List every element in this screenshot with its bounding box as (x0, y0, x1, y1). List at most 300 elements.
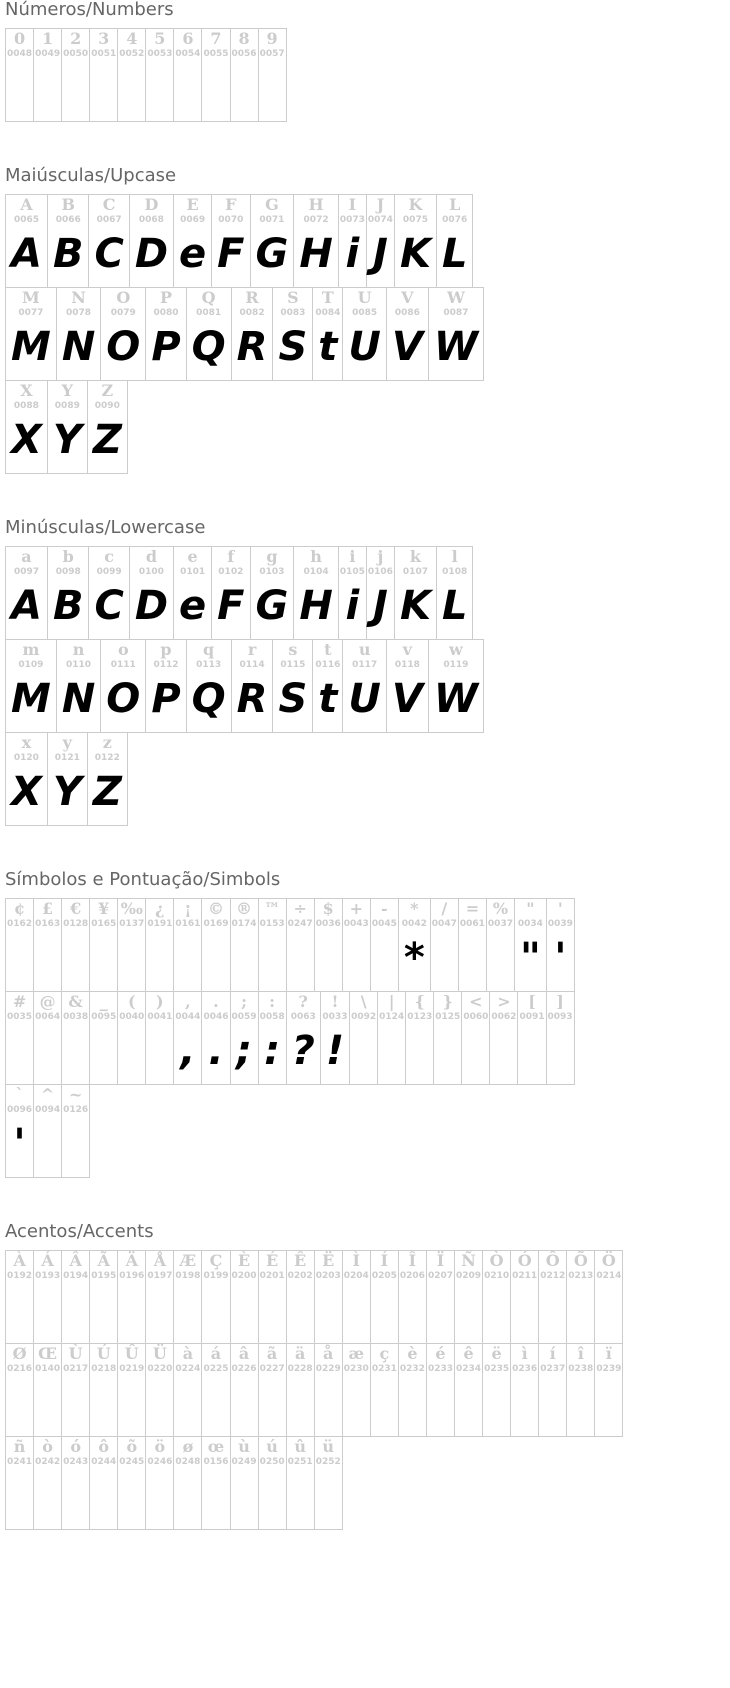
character-label: G (265, 195, 279, 214)
glyph-preview: i (345, 583, 360, 629)
glyph-row (5, 1343, 623, 1437)
glyph-cell (434, 992, 462, 1085)
character-label: R (245, 288, 259, 307)
character-code: 0206 (399, 1271, 425, 1281)
character-code: 0082 (239, 308, 265, 318)
section (5, 1222, 725, 1530)
character-label: y (62, 733, 72, 752)
character-label: a (21, 547, 32, 566)
character-code: 0058 (259, 1012, 285, 1022)
glyph-preview: J (372, 583, 388, 629)
glyph-cell (6, 899, 34, 992)
glyph-cell (458, 899, 486, 992)
character-label: Ñ (461, 1251, 476, 1270)
character-code: 0121 (54, 753, 80, 763)
glyph-preview: R (236, 324, 268, 370)
glyph-cell (90, 1437, 118, 1530)
glyph-cell (186, 288, 231, 381)
character-code: 0046 (203, 1012, 229, 1022)
character-label: ~ (68, 1085, 83, 1104)
character-label: $ (322, 899, 334, 918)
character-label: ™ (264, 899, 281, 918)
character-label: S (287, 288, 299, 307)
character-code: 0057 (259, 49, 285, 59)
glyph-cell (286, 1437, 314, 1530)
glyph-preview: t (318, 676, 338, 722)
character-label: H (308, 195, 324, 214)
character-code: 0203 (315, 1271, 341, 1281)
character-code: 0091 (519, 1012, 545, 1022)
glyph-preview: Z (92, 769, 122, 815)
section-title: Símbolos e Pontuação/Simbols (5, 869, 281, 890)
character-label: = (465, 899, 480, 918)
character-label: " (526, 899, 535, 918)
glyph-cell (394, 547, 436, 640)
glyph-cell (511, 1344, 539, 1437)
glyph-cell (174, 195, 212, 288)
character-label: % (492, 899, 509, 918)
character-label: D (144, 195, 159, 214)
character-code: 0074 (367, 215, 393, 225)
glyph-cell (47, 195, 89, 288)
character-code: 0069 (180, 215, 206, 225)
character-code: 0165 (91, 919, 117, 929)
glyph-cell (90, 899, 118, 992)
character-label: z (102, 733, 112, 752)
character-label: ! (331, 992, 339, 1011)
glyph-preview: V (391, 676, 423, 722)
glyph-cell (34, 29, 62, 122)
glyph-preview: ! (325, 1028, 345, 1074)
character-code: 0097 (13, 567, 40, 577)
glyph-row (5, 898, 575, 992)
character-code: 0078 (66, 308, 92, 318)
character-label: 9 (266, 29, 278, 48)
character-label: ê (463, 1344, 474, 1363)
glyph-preview: Y (52, 417, 82, 463)
glyph-preview: X (11, 769, 42, 815)
character-label: X (20, 381, 33, 400)
glyph-cell (273, 640, 313, 733)
character-label: B (61, 195, 75, 214)
glyph-cell (202, 1437, 230, 1530)
character-label: w (449, 640, 463, 659)
glyph-preview: P (151, 676, 181, 722)
character-code: 0063 (290, 1012, 316, 1022)
character-label: Œ (38, 1344, 58, 1363)
character-label: © (207, 899, 224, 918)
glyph-cell (174, 899, 202, 992)
character-code: 0042 (401, 919, 427, 929)
character-label: ÷ (293, 899, 307, 918)
character-label: 4 (126, 29, 138, 48)
character-label: F (225, 195, 237, 214)
glyph-cell (118, 1344, 146, 1437)
glyph-cell (230, 992, 258, 1085)
character-label: ^ (40, 1085, 55, 1104)
glyph-cell (62, 1344, 90, 1437)
character-label: ü (322, 1437, 335, 1456)
character-label: ä (294, 1344, 306, 1363)
glyph-cell (462, 992, 490, 1085)
glyph-row (5, 380, 128, 474)
section-title: Acentos/Accents (5, 1221, 154, 1242)
character-label: Ú (96, 1344, 111, 1363)
glyph-cell (250, 547, 294, 640)
glyph-row (5, 194, 473, 288)
character-label: á (210, 1344, 222, 1363)
character-code: 0197 (147, 1271, 173, 1281)
glyph-cell (34, 899, 62, 992)
character-code: 0087 (443, 308, 469, 318)
glyph-cell (595, 1251, 623, 1344)
glyph-preview: ' (554, 935, 567, 981)
glyph-cell (34, 1251, 62, 1344)
character-code: 0039 (547, 919, 573, 929)
glyph-cell (118, 1251, 146, 1344)
character-label: Ç (209, 1251, 223, 1270)
character-code: 0052 (119, 49, 145, 59)
glyph-preview: F (217, 231, 245, 277)
character-code: 0230 (343, 1364, 369, 1374)
character-label: Ø (12, 1344, 27, 1363)
glyph-cell (230, 1251, 258, 1344)
glyph-cell (320, 992, 349, 1085)
character-code: 0084 (315, 308, 341, 318)
character-label: Á (41, 1251, 54, 1270)
character-code: 0248 (175, 1457, 201, 1467)
character-label: € (70, 899, 82, 918)
character-label: ç (379, 1344, 390, 1363)
glyph-cell (294, 547, 338, 640)
character-label: 7 (210, 29, 222, 48)
glyph-cell (212, 195, 250, 288)
character-code: 0153 (259, 919, 285, 929)
character-code: 0112 (153, 660, 179, 670)
character-label: g (266, 547, 278, 566)
character-label: j (377, 547, 384, 566)
character-label: õ (126, 1437, 138, 1456)
character-code: 0120 (13, 753, 39, 763)
character-label: Ü (152, 1344, 167, 1363)
character-code: 0244 (91, 1457, 117, 1467)
glyph-cell (314, 899, 342, 992)
character-label: { (414, 992, 425, 1011)
glyph-preview: Q (191, 324, 226, 370)
character-code: 0174 (231, 919, 257, 929)
character-code: 0238 (568, 1364, 594, 1374)
character-label: + (349, 899, 363, 918)
character-label: q (203, 640, 215, 659)
glyph-cell (338, 547, 366, 640)
character-label: s (288, 640, 298, 659)
glyph-preview: B (52, 583, 84, 629)
character-code: 0242 (35, 1457, 61, 1467)
character-code: 0207 (427, 1271, 453, 1281)
character-label: ö (154, 1437, 166, 1456)
character-code: 0067 (96, 215, 122, 225)
character-code: 0056 (231, 49, 257, 59)
character-code: 0233 (427, 1364, 453, 1374)
glyph-cell (202, 1344, 230, 1437)
glyph-preview: U (348, 324, 381, 370)
glyph-preview: K (399, 583, 431, 629)
character-label: / (441, 899, 448, 918)
character-code: 0198 (175, 1271, 201, 1281)
glyph-cell (436, 547, 473, 640)
glyph-cell (212, 547, 250, 640)
glyph-cell (6, 547, 48, 640)
character-label: k (409, 547, 421, 566)
character-label: ? (298, 992, 308, 1011)
glyph-cell (62, 29, 90, 122)
glyph-preview: i (345, 231, 360, 277)
character-label: m (22, 640, 40, 659)
character-label: Í (380, 1251, 389, 1270)
character-label: t (324, 640, 332, 659)
character-code: 0200 (231, 1271, 257, 1281)
glyph-cell (231, 288, 273, 381)
glyph-cell (386, 288, 428, 381)
glyph-preview: O (106, 324, 141, 370)
glyph-cell (258, 1437, 286, 1530)
character-code: 0237 (540, 1364, 566, 1374)
glyph-cell (101, 640, 146, 733)
glyph-preview: Y (52, 769, 82, 815)
character-code: 0102 (218, 567, 244, 577)
glyph-row (5, 546, 473, 640)
glyph-cell (34, 1085, 62, 1178)
character-code: 0161 (175, 919, 201, 929)
glyph-preview: S (278, 676, 308, 722)
character-code: 0041 (147, 1012, 173, 1022)
character-label: W (446, 288, 465, 307)
character-code: 0068 (138, 215, 164, 225)
character-code: 0035 (7, 1012, 33, 1022)
character-label: Ê (294, 1251, 307, 1270)
character-code: 0231 (371, 1364, 397, 1374)
character-code: 0193 (35, 1271, 61, 1281)
character-label: æ (348, 1344, 365, 1363)
glyph-cell (455, 1251, 483, 1344)
character-code: 0210 (484, 1271, 510, 1281)
character-code: 0114 (239, 660, 265, 670)
glyph-cell (231, 640, 273, 733)
character-label: f (227, 547, 235, 566)
glyph-preview: U (348, 676, 381, 722)
character-code: 0081 (196, 308, 222, 318)
character-label: Z (101, 381, 114, 400)
character-label: î (577, 1344, 584, 1363)
character-code: 0211 (512, 1271, 538, 1281)
glyph-cell (546, 899, 574, 992)
character-label: Q (201, 288, 216, 307)
character-code: 0054 (175, 49, 201, 59)
character-label: o (117, 640, 129, 659)
glyph-cell (350, 992, 378, 1085)
glyph-cell (186, 640, 231, 733)
glyph-cell (230, 29, 258, 122)
character-label: Î (408, 1251, 417, 1270)
glyph-cell (34, 1437, 62, 1530)
character-label: T (321, 288, 334, 307)
character-code: 0051 (91, 49, 117, 59)
glyph-preview: A (11, 583, 42, 629)
character-code: 0034 (517, 919, 543, 929)
glyph-cell (174, 1344, 202, 1437)
character-code: 0169 (203, 919, 229, 929)
character-code: 0217 (63, 1364, 89, 1374)
glyph-cell (258, 899, 286, 992)
character-label: J (376, 195, 385, 214)
character-label: Ò (489, 1251, 504, 1270)
glyph-cell (34, 1344, 62, 1437)
character-label: I (348, 195, 357, 214)
character-label: ‰ (120, 899, 143, 918)
character-label: - (381, 899, 388, 918)
glyph-cell (286, 1251, 314, 1344)
glyph-preview: D (134, 231, 169, 277)
character-label: n (72, 640, 85, 659)
glyph-cell (146, 992, 174, 1085)
character-code: 0061 (459, 919, 485, 929)
character-code: 0128 (63, 919, 89, 929)
character-code: 0126 (63, 1105, 89, 1115)
character-code: 0040 (119, 1012, 145, 1022)
glyph-cell (370, 1251, 398, 1344)
character-code: 0122 (94, 753, 120, 763)
glyph-cell (406, 992, 434, 1085)
glyph-cell (342, 899, 370, 992)
character-label: x (21, 733, 32, 752)
character-label: ë (491, 1344, 502, 1363)
glyph-cell (6, 381, 48, 474)
character-code: 0090 (94, 401, 120, 411)
glyph-cell (286, 992, 320, 1085)
character-label: N (71, 288, 86, 307)
character-code: 0073 (339, 215, 365, 225)
character-code: 0124 (379, 1012, 405, 1022)
glyph-cell (230, 1344, 258, 1437)
glyph-preview: ; (236, 1028, 253, 1074)
glyph-cell (90, 1251, 118, 1344)
character-label: K (408, 195, 423, 214)
character-code: 0218 (91, 1364, 117, 1374)
glyph-cell (567, 1251, 595, 1344)
character-code: 0095 (91, 1012, 117, 1022)
character-code: 0096 (7, 1105, 33, 1115)
character-code: 0123 (407, 1012, 433, 1022)
character-label: * (410, 899, 419, 918)
glyph-preview: G (255, 231, 289, 277)
glyph-cell (343, 640, 386, 733)
character-label: ¡ (184, 899, 192, 918)
character-label: Ï (436, 1251, 445, 1270)
character-label: ú (266, 1437, 278, 1456)
character-code: 0111 (110, 660, 136, 670)
character-code: 0228 (287, 1364, 313, 1374)
character-code: 0163 (35, 919, 61, 929)
character-code: 0250 (259, 1457, 285, 1467)
character-label: ) (156, 992, 164, 1011)
character-code: 0113 (196, 660, 222, 670)
glyph-cell (370, 899, 398, 992)
character-code: 0110 (66, 660, 92, 670)
glyph-cell (490, 992, 518, 1085)
glyph-cell (286, 899, 314, 992)
character-code: 0216 (7, 1364, 33, 1374)
character-code: 0219 (119, 1364, 145, 1374)
glyph-cell (6, 640, 57, 733)
glyph-cell (366, 195, 394, 288)
section (5, 0, 725, 122)
section (5, 166, 725, 474)
glyph-cell (202, 29, 230, 122)
character-code: 0089 (54, 401, 80, 411)
character-label: À (13, 1251, 26, 1270)
character-label: C (102, 195, 116, 214)
character-code: 0098 (55, 567, 81, 577)
character-code: 0194 (63, 1271, 89, 1281)
character-code: 0086 (394, 308, 420, 318)
glyph-cell (428, 288, 483, 381)
section-title: Minúsculas/Lowercase (5, 517, 206, 538)
glyph-preview: M (11, 324, 51, 370)
character-code: 0232 (399, 1364, 425, 1374)
character-label: Y (61, 381, 74, 400)
glyph-preview: O (106, 676, 141, 722)
character-label: h (310, 547, 322, 566)
character-label: ï (605, 1344, 612, 1363)
character-code: 0085 (352, 308, 378, 318)
character-code: 0077 (18, 308, 44, 318)
section-title: Maiúsculas/Upcase (5, 165, 177, 186)
character-code: 0192 (7, 1271, 33, 1281)
section (5, 518, 725, 826)
character-code: 0224 (175, 1364, 201, 1374)
character-code: 0048 (7, 49, 33, 59)
character-code: 0243 (63, 1457, 89, 1467)
glyph-cell (47, 381, 87, 474)
character-label: è (407, 1344, 418, 1363)
character-code: 0079 (110, 308, 136, 318)
character-label: ô (98, 1437, 110, 1456)
character-label: b (62, 547, 74, 566)
character-label: p (160, 640, 172, 659)
character-label: 2 (70, 29, 82, 48)
character-label: & (68, 992, 83, 1011)
character-label: ã (266, 1344, 278, 1363)
glyph-preview: Z (92, 417, 122, 463)
character-code: 0092 (351, 1012, 377, 1022)
glyph-cell (258, 992, 286, 1085)
character-label: Ù (68, 1344, 83, 1363)
character-label: ¿ (155, 899, 165, 918)
character-label: 1 (42, 29, 54, 48)
glyph-cell (146, 1344, 174, 1437)
character-label: l (451, 547, 458, 566)
glyph-cell (370, 1344, 398, 1437)
character-label: \ (360, 992, 367, 1011)
character-code: 0212 (540, 1271, 566, 1281)
glyph-cell (202, 1251, 230, 1344)
glyph-preview: W (433, 324, 478, 370)
glyph-preview: e (179, 231, 207, 277)
character-code: 0062 (491, 1012, 517, 1022)
character-code: 0236 (512, 1364, 538, 1374)
character-code: 0247 (287, 919, 313, 929)
character-code: 0162 (7, 919, 33, 929)
